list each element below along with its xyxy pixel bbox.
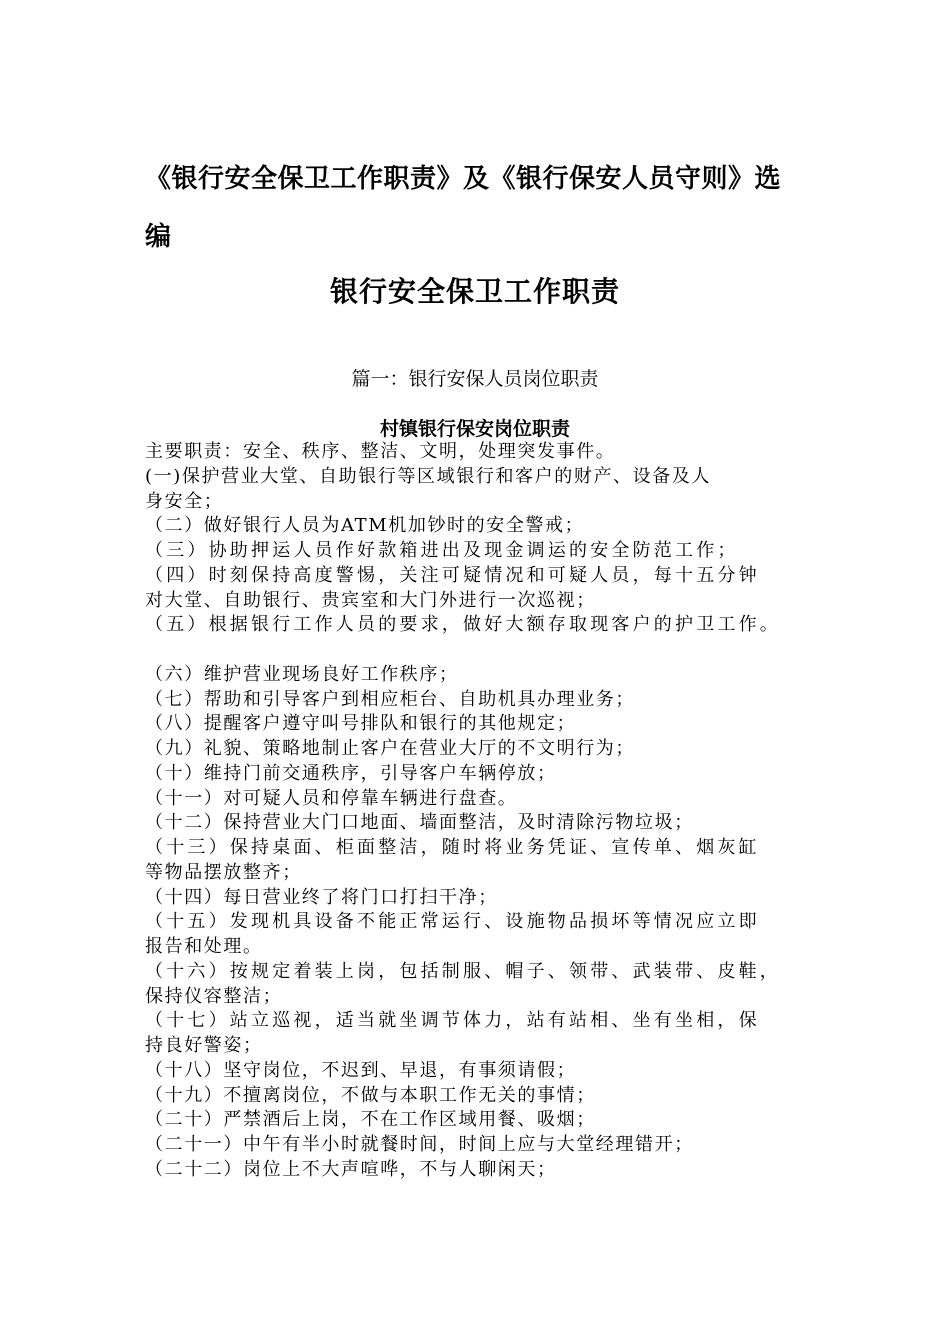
body-line: （十二）保持营业大门口地面、墙面整洁，及时清除污物垃圾；	[145, 812, 694, 834]
body-line: （十六）按规定着装上岗，包括制服、帽子、领带、武装带、皮鞋，	[145, 960, 781, 982]
body-line: （十八）坚守岗位，不迟到、早退，有事须请假；	[145, 1059, 577, 1081]
document-title-line-1: 《银行安全保卫工作职责》及《银行保安人员守则》选	[145, 164, 782, 194]
sub-title: 村镇银行保安岗位职责	[379, 418, 570, 440]
body-line: 报告和处理。	[145, 936, 263, 957]
body-line: （十五）发现机具设备不能正常运行、设施物品损坏等情况应立即	[145, 911, 760, 933]
body-line: （八）提醒客户遵守叫号排队和银行的其他规定；	[145, 713, 577, 735]
body-line: （十七）站立巡视，适当就坐调节体力，站有站相、坐有坐相，保	[145, 1010, 760, 1032]
document-title-line-2: 编	[145, 222, 172, 252]
section-title: 银行安全保卫工作职责	[329, 275, 620, 308]
body-line: 持良好警姿；	[145, 1035, 263, 1056]
body-line: （二十）严禁酒后上岗，不在工作区域用餐、吸烟；	[145, 1109, 596, 1131]
body-line: （二十二）岗位上不大声喧哗，不与人聊闲天；	[145, 1158, 557, 1180]
body-line: 身安全；	[145, 490, 224, 512]
body-line: （二）做好银行人员为ATM机加钞时的安全警戒；	[145, 515, 585, 537]
body-line: 保持仪容整洁；	[145, 985, 283, 1007]
body-line: (一)保护营业大堂、自助银行等区域银行和客户的财产、设备及人	[145, 465, 712, 487]
body-line: （十）维持门前交通秩序，引导客户车辆停放；	[145, 762, 557, 784]
body-line: （三）协助押运人员作好款箱进出及现金调运的安全防范工作；	[145, 540, 739, 561]
body-line: 主要职责：安全、秩序、整洁、文明，处理突发事件。	[145, 441, 616, 462]
body-line: （九）礼貌、策略地制止客户在营业大厅的不文明行为；	[145, 738, 635, 759]
body-line: 对大堂、自助银行、贵宾室和大门外进行一次巡视；	[145, 589, 596, 611]
blank-line	[145, 638, 825, 663]
body-line: 等物品摆放整齐；	[145, 861, 302, 883]
body-line: （二十一）中午有半小时就餐时间，时间上应与大堂经理错开；	[145, 1134, 694, 1155]
body-line: （五）根据银行工作人员的要求，做好大额存取现客户的护卫工作。	[145, 614, 781, 636]
body-line: （四）时刻保持高度警惕，关注可疑情况和可疑人员，每十五分钟	[145, 564, 760, 586]
body-line: （十九）不擅离岗位，不做与本职工作无关的事情；	[145, 1084, 596, 1106]
document-title	[145, 150, 805, 266]
body-line: （十四）每日营业终了将门口打扫干净；	[145, 886, 498, 908]
body-line: （十三）保持桌面、柜面整洁，随时将业务凭证、宣传单、烟灰缸	[145, 837, 760, 858]
body-line: （七）帮助和引导客户到相应柜台、自助机具办理业务；	[145, 688, 635, 710]
body-line: （六）维护营业现场良好工作秩序；	[145, 663, 459, 685]
chapter-title: 篇一：银行安保人员岗位职责	[351, 368, 599, 390]
body-line: （十一）对可疑人员和停靠车辆进行盘查。	[145, 787, 518, 809]
body-text	[145, 440, 825, 1183]
